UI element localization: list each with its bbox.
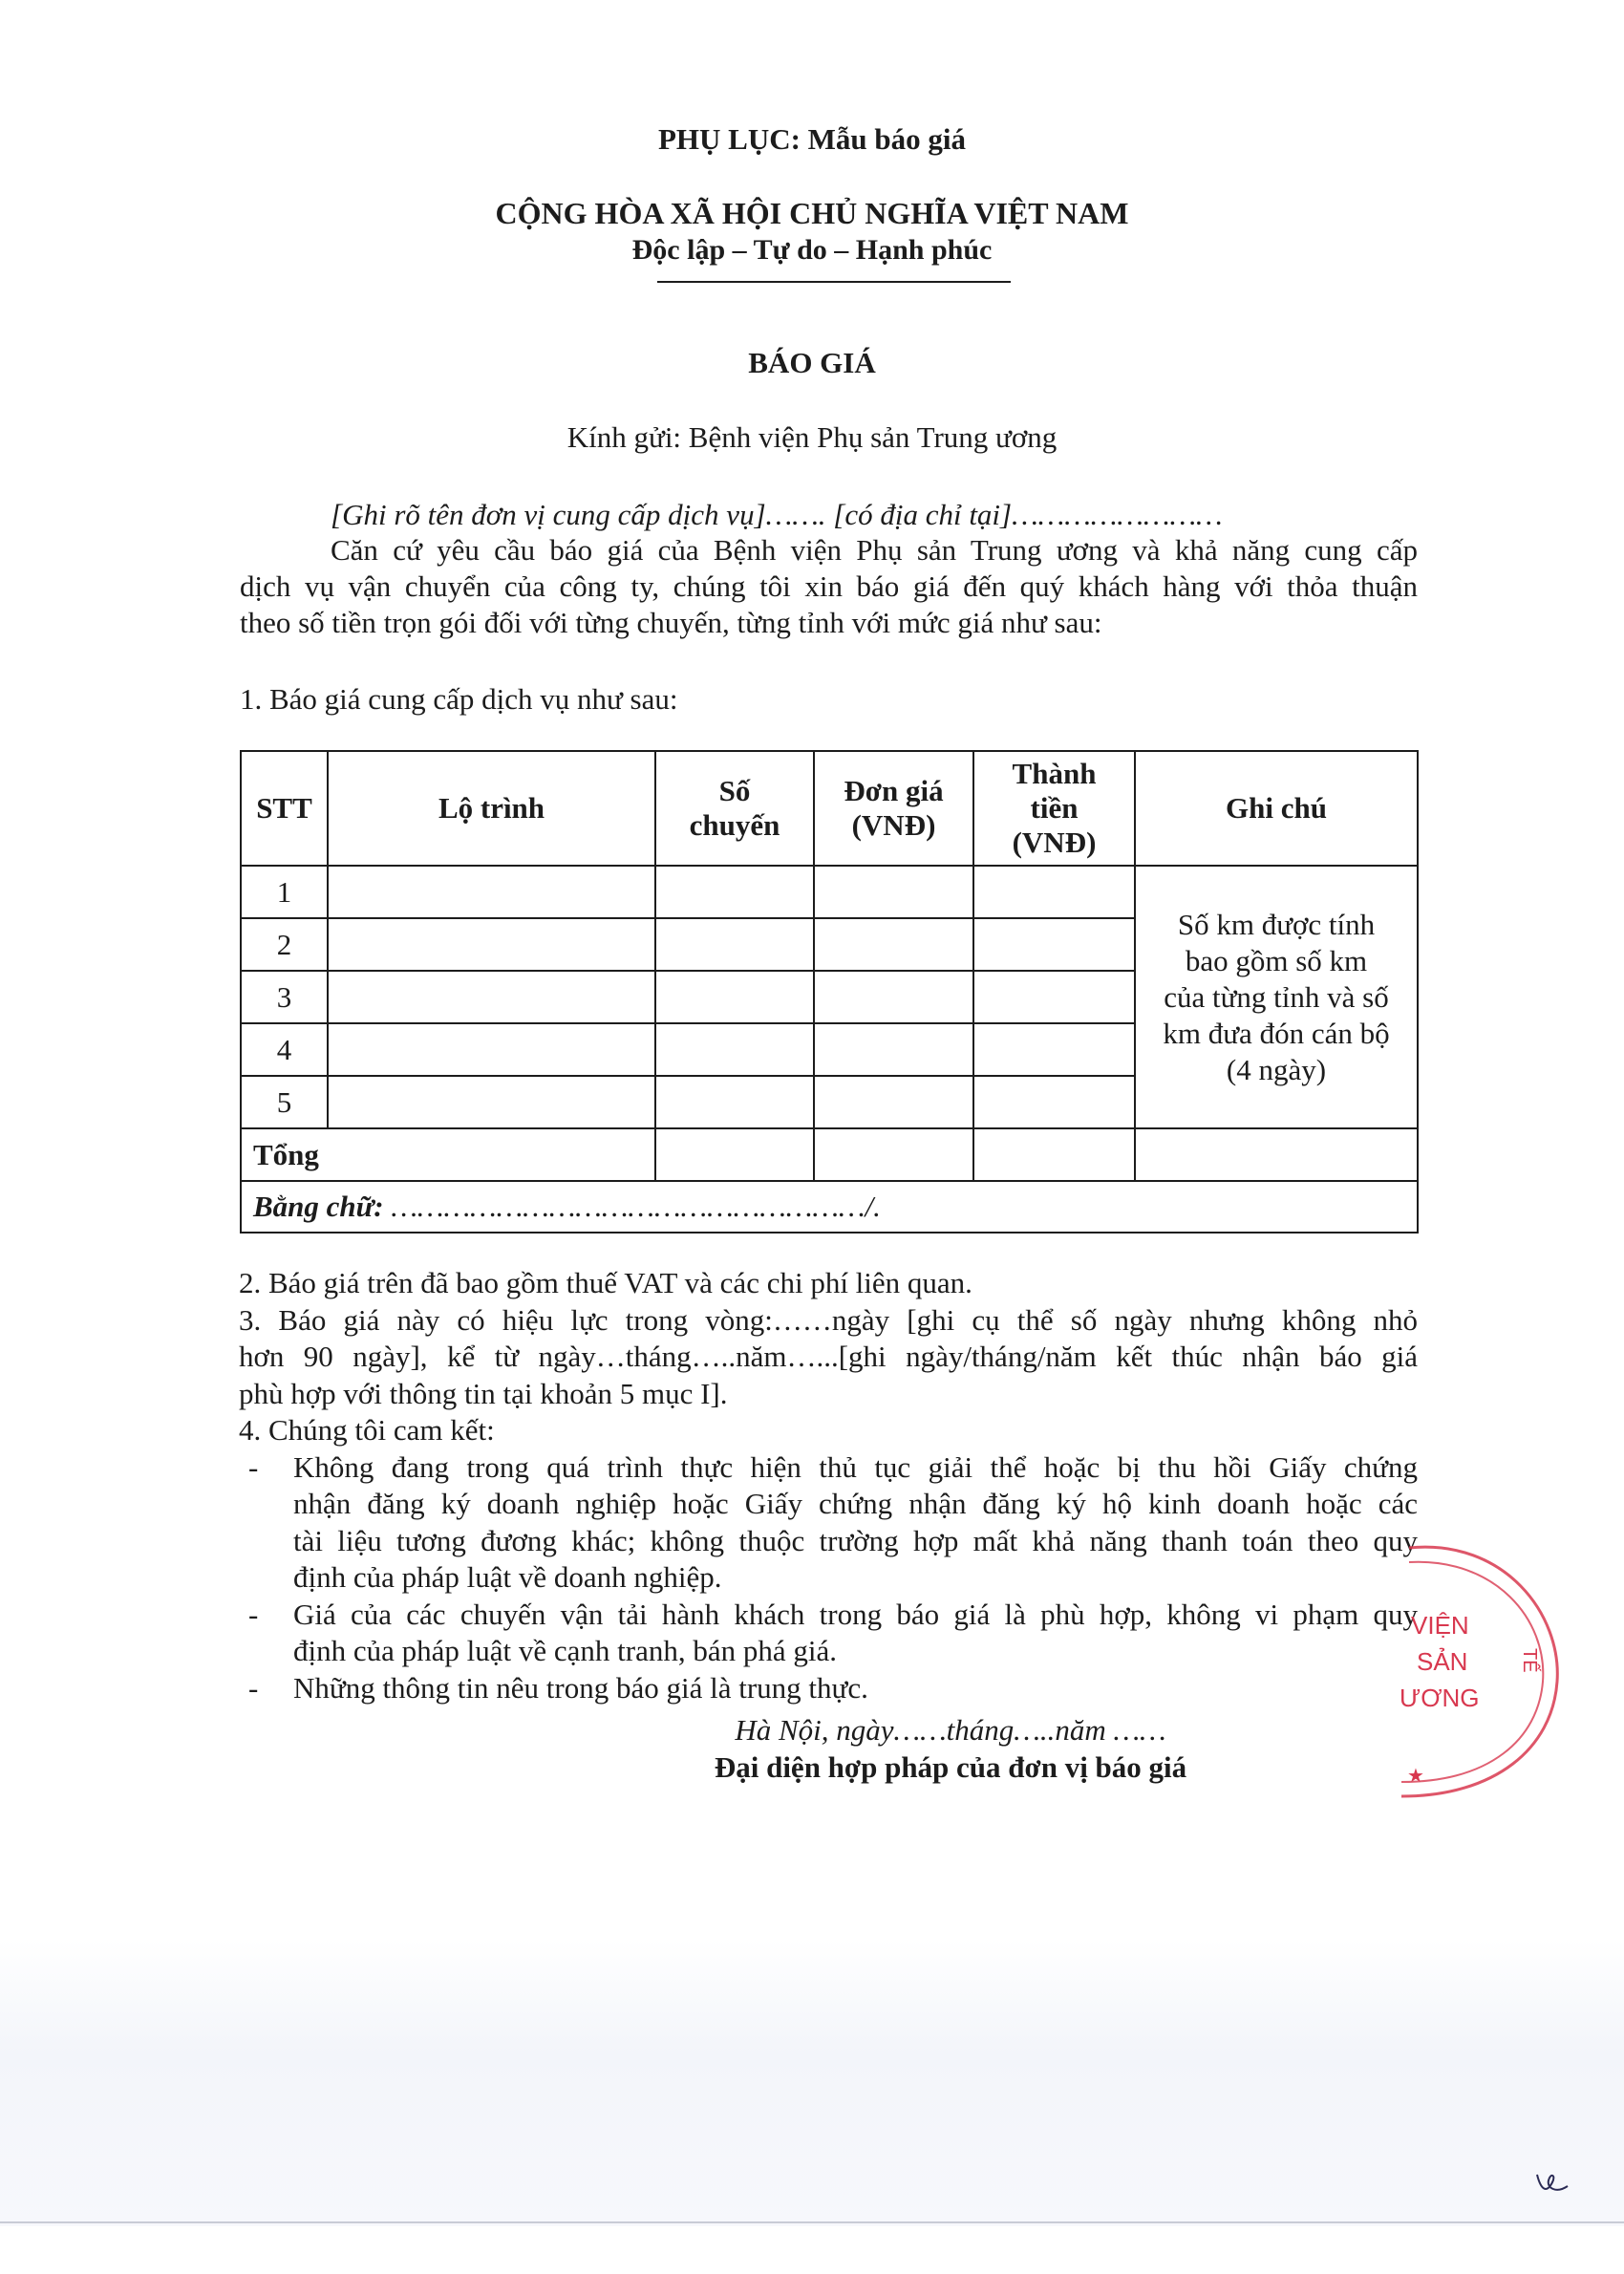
stamp-text: SẢN (1417, 1647, 1468, 1676)
unit-price-cell (814, 918, 973, 971)
in-words-cell (241, 1181, 1418, 1233)
commitment-item: - Không đang trong quá trình thực hiện thủ tục giải thể hoặc bị thu hồi Giấy chứng nhận đăng ký doanh nghiệp hoặc Giấy chứng nhận đăng ký hộ kinh doanh hoặc các tài liệu tương đương khác; không thuộc trường hợp mất khả năng thanh toán theo quy định của pháp luật về doanh nghiệp. (248, 1449, 1418, 1594)
total-row (241, 1128, 1418, 1181)
scan-edge-line (0, 2221, 1624, 2223)
in-words-label: Bằng chữ: (253, 1190, 384, 1223)
unit-price-cell (814, 866, 973, 918)
clause-3-line-1: 3. Báo giá này có hiệu lực trong vòng:……ngày [ghi cụ thể số ngày nhưng không nhỏ (239, 1302, 1418, 1337)
supplier-placeholder: [Ghi rõ tên đơn vị cung cấp dịch vụ]……. [có địa chỉ tại]…………………… (331, 498, 1223, 531)
header-note: Ghi chú (1135, 751, 1418, 866)
motto-underline (657, 281, 1011, 283)
section-1-title: 1. Báo giá cung cấp dịch vụ như sau: (240, 682, 678, 716)
trips-cell (655, 866, 814, 918)
total-amount-cell (973, 1128, 1135, 1181)
red-seal-stamp (1390, 1510, 1562, 1825)
trips-cell (655, 1023, 814, 1076)
amount-cell (973, 866, 1135, 918)
route-cell (328, 1023, 655, 1076)
in-words-row (241, 1181, 1418, 1233)
trips-cell (655, 918, 814, 971)
total-unit-price-cell (814, 1128, 973, 1181)
total-label: Tổng (241, 1128, 655, 1181)
representative-title: Đại diện hợp pháp của đơn vị báo giá (714, 1750, 1187, 1784)
total-note-cell (1135, 1128, 1418, 1181)
amount-cell (973, 918, 1135, 971)
route-cell (328, 918, 655, 971)
dash-bullet: - (248, 1670, 259, 1705)
header-unit-price: Đơn giá (VNĐ) (814, 751, 973, 866)
unit-price-cell (814, 1076, 973, 1128)
dash-bullet: - (248, 1597, 259, 1631)
clause-3-line-3: phù hợp với thông tin tại khoản 5 mục I]. (239, 1376, 728, 1410)
row-stt: 4 (241, 1023, 328, 1076)
route-cell (328, 971, 655, 1023)
row-stt: 1 (241, 866, 328, 918)
commitment-item: - Những thông tin nêu trong báo giá là trung thực. (239, 1670, 1418, 1707)
header-stt: STT (241, 751, 328, 866)
intro-line-3: theo số tiền trọn gói đối với từng chuyến, từng tỉnh với mức giá như sau: (240, 606, 1102, 639)
route-cell (328, 1076, 655, 1128)
appendix-title: PHỤ LỤC: Mẫu báo giá (657, 122, 967, 156)
amount-cell (973, 971, 1135, 1023)
trips-cell (655, 1076, 814, 1128)
stamp-text: TẾ (1519, 1648, 1540, 1673)
clause-4: 4. Chúng tôi cam kết: (239, 1413, 495, 1447)
motto: Độc lập – Tự do – Hạnh phúc (631, 234, 993, 266)
table-header-row (241, 751, 1418, 866)
stamp-text: VIỆN (1411, 1611, 1469, 1640)
row-stt: 5 (241, 1076, 328, 1128)
unit-price-cell (814, 971, 973, 1023)
header-amount: Thành tiền (VNĐ) (973, 751, 1135, 866)
table-row (241, 866, 1418, 918)
place-date-line: Hà Nội, ngày……tháng…..năm …… (735, 1713, 1166, 1747)
clause-3-line-2: hơn 90 ngày], kể từ ngày…tháng…..năm…...[ghi ngày/tháng/năm kết thúc nhận báo giá (239, 1340, 1418, 1373)
scan-shading (0, 1940, 1624, 2226)
commitment-item: - Giá của các chuyến vận tải hành khách trong báo giá là phù hợp, không vi phạm quy định của pháp luật về cạnh tranh, bán phá giá. (248, 1597, 1418, 1667)
clause-2: 2. Báo giá trên đã bao gồm thuế VAT và các chi phí liên quan. (239, 1266, 972, 1299)
route-cell (328, 866, 655, 918)
amount-cell (973, 1076, 1135, 1128)
clauses (239, 1265, 1418, 1706)
header-trips: Số chuyến (655, 751, 814, 866)
trips-cell (655, 971, 814, 1023)
total-trips-cell (655, 1128, 814, 1181)
dash-bullet: - (248, 1449, 259, 1484)
row-stt: 3 (241, 971, 328, 1023)
intro-line-1: Căn cứ yêu cầu báo giá của Bệnh viện Phụ sản Trung ương và khả năng cung cấp (331, 533, 1418, 567)
recipient-line: Kính gửi: Bệnh viện Phụ sản Trung ương (566, 420, 1058, 454)
star-icon: ★ (1407, 1766, 1424, 1787)
in-words-dots: ………………………………………………/. (383, 1190, 881, 1223)
amount-cell (973, 1023, 1135, 1076)
stamp-text: ƯƠNG (1400, 1684, 1480, 1712)
nation-heading: CỘNG HÒA XÃ HỘI CHỦ NGHĨA VIỆT NAM (495, 196, 1129, 230)
intro-line-2: dịch vụ vận chuyển của công ty, chúng tôi xin báo giá đến quý khách hàng với thỏa thuận (240, 569, 1418, 603)
document-title: BÁO GIÁ (748, 346, 876, 379)
unit-price-cell (814, 1023, 973, 1076)
handwritten-mark (1533, 2169, 1571, 2198)
quote-table (240, 750, 1419, 1234)
header-route: Lộ trình (328, 751, 655, 866)
row-stt: 2 (241, 918, 328, 971)
note-cell: Số km được tính bao gồm số km của từng tỉnh và số km đưa đón cán bộ (4 ngày) (1135, 866, 1418, 1128)
